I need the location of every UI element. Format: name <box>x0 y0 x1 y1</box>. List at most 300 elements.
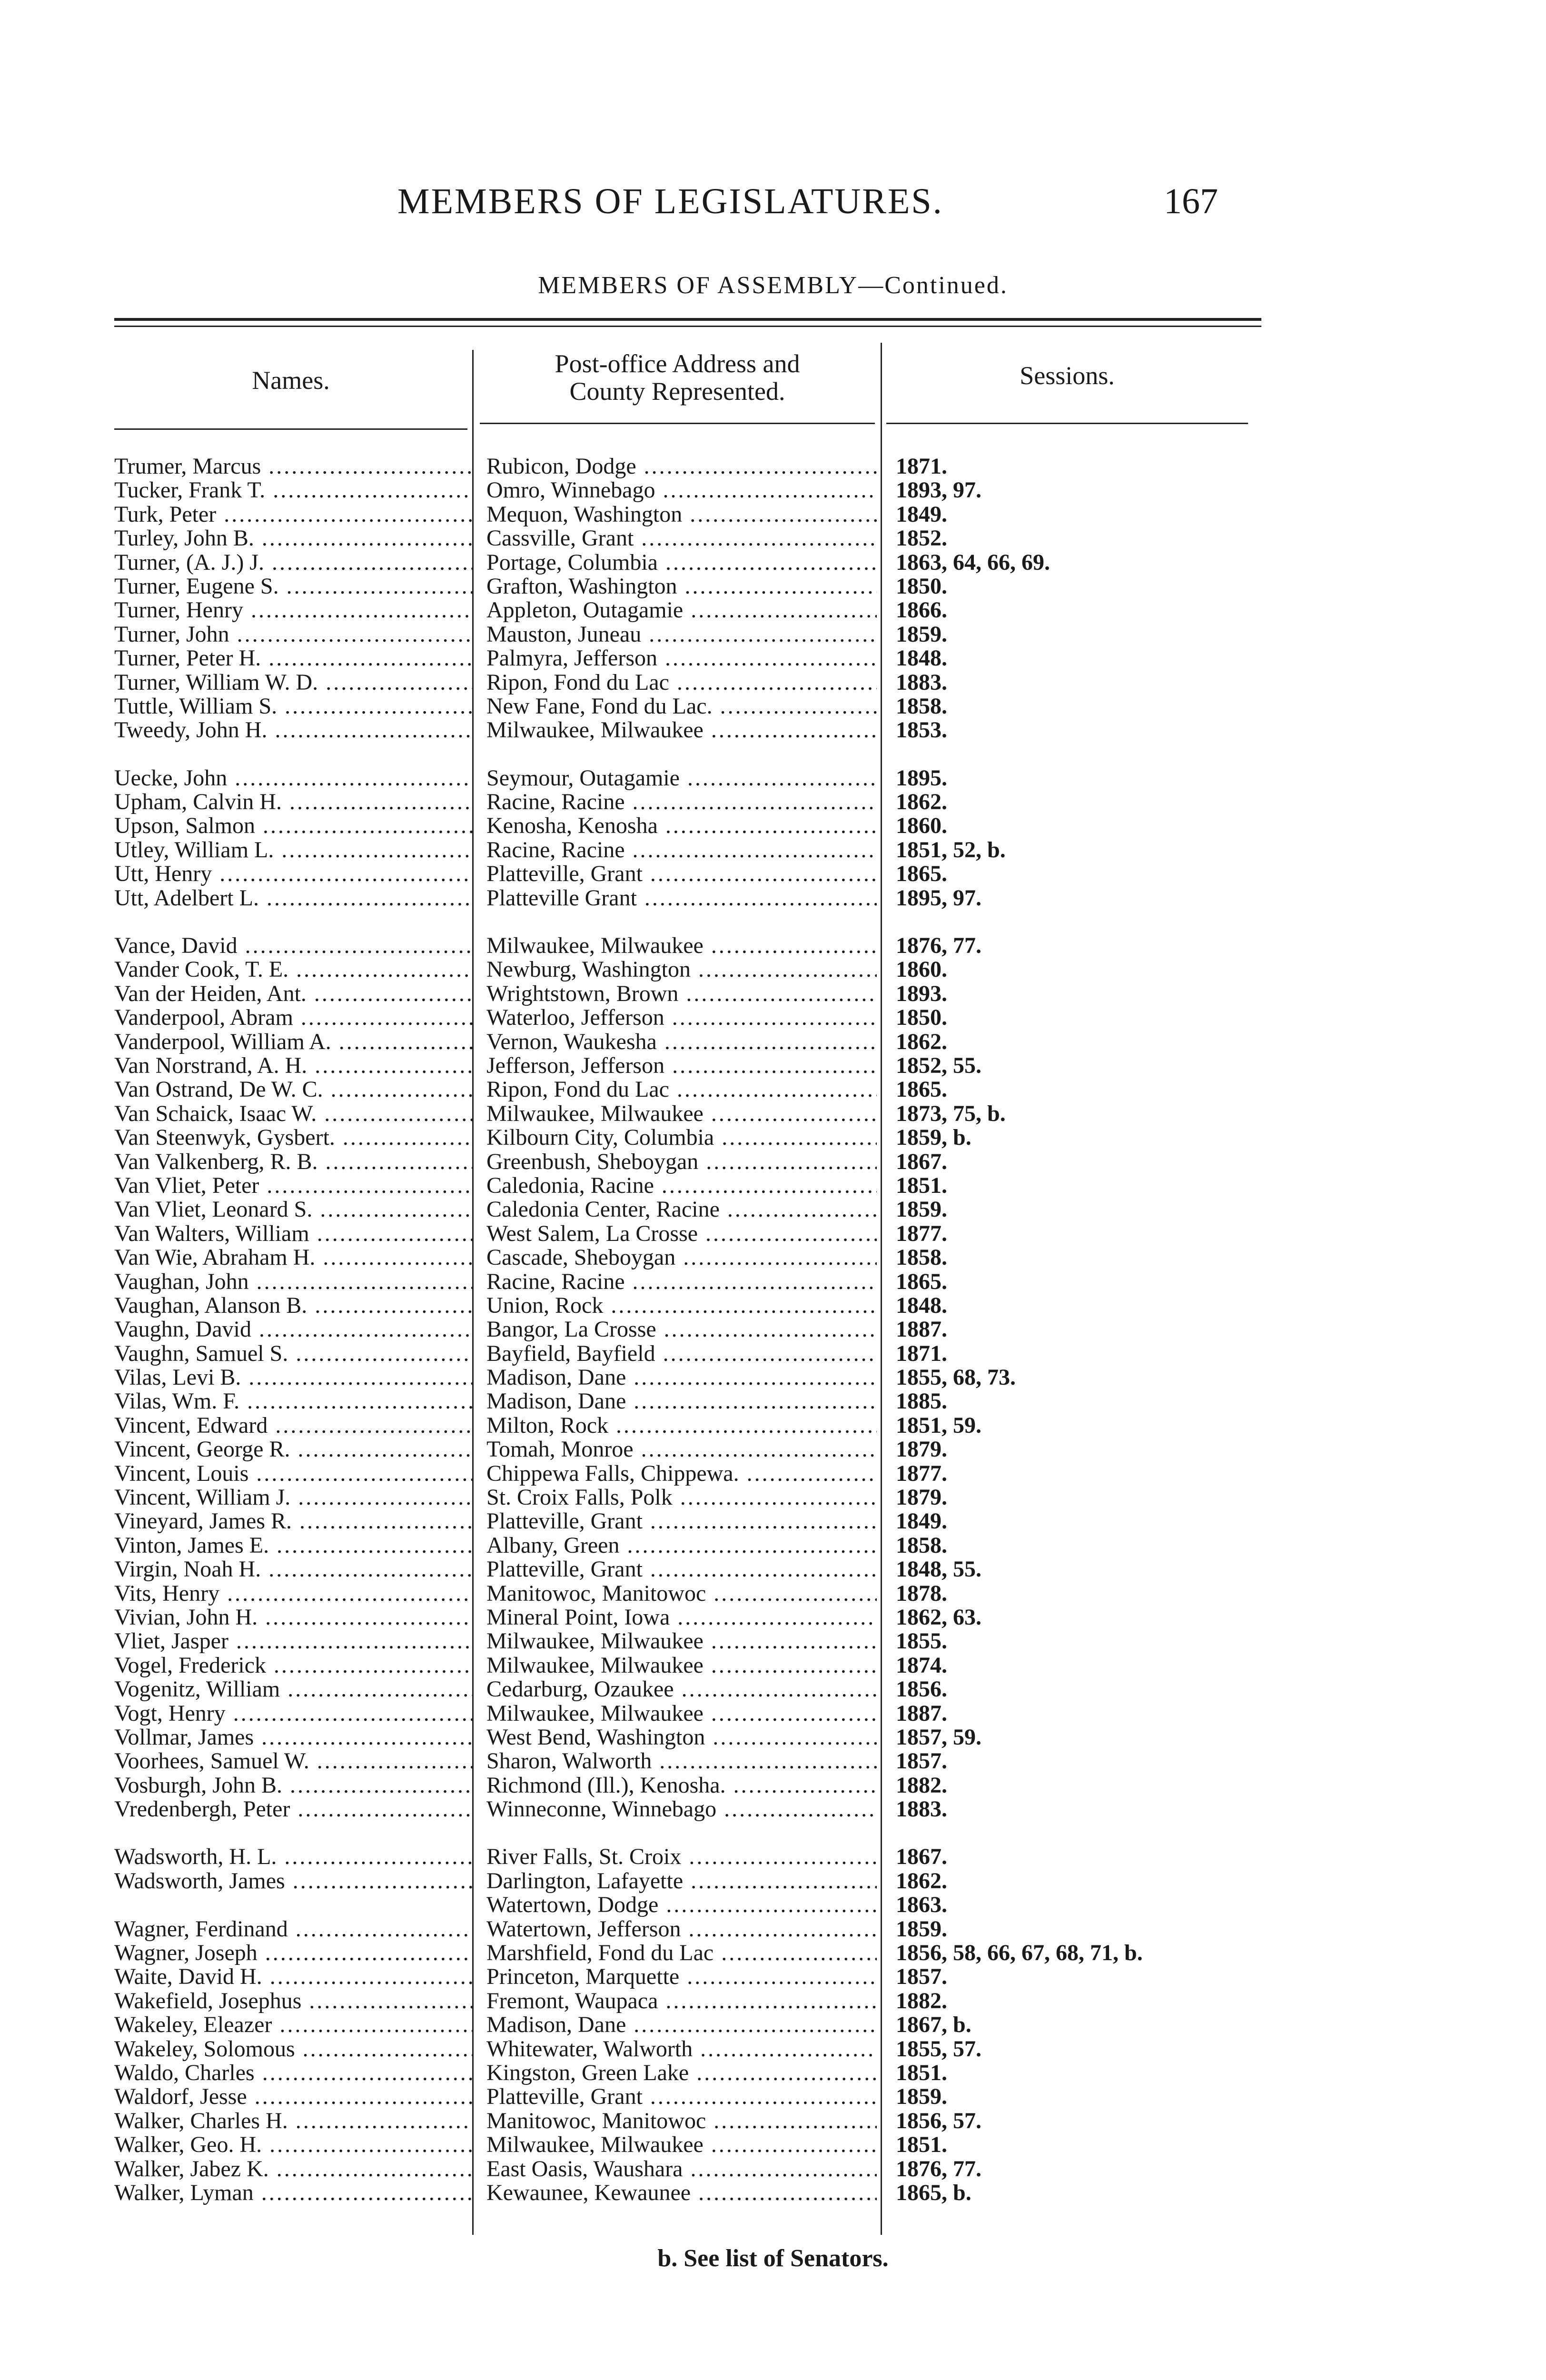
table-row <box>114 1294 1280 1318</box>
table-row <box>114 1102 1280 1126</box>
member-address: Ripon, Fond du Lac ..... <box>486 671 877 694</box>
member-name: Wakeley, Solomous ..... <box>114 2037 472 2061</box>
member-address: Mineral Point, Iowa ..... <box>486 1606 877 1629</box>
member-name: Vincent, George R. ..... <box>114 1438 472 1461</box>
member-sessions: 1858. <box>896 1532 947 1558</box>
member-sessions: 1895, 97. <box>896 885 981 911</box>
table-row <box>114 1198 1280 1221</box>
member-name: Wadsworth, H. L. ..... <box>114 1845 472 1869</box>
member-sessions: 1862, 63. <box>896 1604 981 1630</box>
column-header-address <box>480 350 875 405</box>
members-table <box>114 455 1280 2205</box>
member-sessions: 1867, b. <box>896 2012 971 2038</box>
member-name: Vincent, Edward ..... <box>114 1414 472 1438</box>
member-address: Omro, Winnebago ..... <box>486 478 877 502</box>
member-sessions: 1851. <box>896 2060 947 2085</box>
member-sessions: 1859. <box>896 1916 947 1942</box>
member-sessions: 1893. <box>896 981 947 1006</box>
member-address: Newburg, Washington ..... <box>486 958 877 982</box>
member-sessions: 1853. <box>896 717 947 743</box>
member-sessions: 1882. <box>896 1988 947 2013</box>
member-sessions: 1862. <box>896 1029 947 1054</box>
member-address: Cassville, Grant ..... <box>486 526 877 550</box>
table-row <box>114 1965 1280 1989</box>
member-name: Van Vliet, Leonard S. ..... <box>114 1198 472 1221</box>
member-name: Vogel, Frederick ..... <box>114 1654 472 1677</box>
member-sessions: 1851. <box>896 2132 947 2158</box>
member-address: West Salem, La Crosse ..... <box>486 1222 877 1246</box>
table-row <box>114 766 1280 790</box>
group-gap <box>114 743 1280 766</box>
table-row <box>114 1126 1280 1150</box>
member-address: Caledonia, Racine ..... <box>486 1174 877 1198</box>
member-name: Vander Cook, T. E. ..... <box>114 958 472 982</box>
table-row <box>114 814 1280 838</box>
member-sessions: 1887. <box>896 1700 947 1726</box>
table-row <box>114 623 1280 646</box>
member-sessions: 1882. <box>896 1772 947 1798</box>
member-name: Waldo, Charles ..... <box>114 2061 472 2085</box>
table-row <box>114 1318 1280 1341</box>
member-name: Utt, Henry ..... <box>114 862 472 886</box>
footnote: b. See list of Senators. <box>657 2245 889 2272</box>
member-name: Vits, Henry ..... <box>114 1582 472 1606</box>
table-row <box>114 1462 1280 1486</box>
table-row <box>114 838 1280 862</box>
member-address: East Oasis, Waushara ..... <box>486 2157 877 2181</box>
member-address: Palmyra, Jefferson ..... <box>486 646 877 670</box>
member-sessions: 1871. <box>896 454 947 479</box>
member-sessions: 1852, 55. <box>896 1052 981 1078</box>
member-name: Vaughn, David ..... <box>114 1318 472 1341</box>
member-name: Van Steenwyk, Gysbert. ..... <box>114 1126 472 1150</box>
table-row <box>114 862 1280 886</box>
member-name: Van Wie, Abraham H. ..... <box>114 1246 472 1269</box>
member-address: Madison, Dane ..... <box>486 1366 877 1389</box>
member-address: Whitewater, Walworth ..... <box>486 2037 877 2061</box>
member-sessions: 1862. <box>896 789 947 815</box>
top-rule-thin <box>114 326 1261 327</box>
member-name: Vineyard, James R. ..... <box>114 1509 472 1533</box>
table-row <box>114 1246 1280 1269</box>
member-address: Bangor, La Crosse ..... <box>486 1318 877 1341</box>
header-underline-address <box>480 423 875 424</box>
member-sessions: 1883. <box>896 669 947 695</box>
table-row <box>114 1078 1280 1101</box>
member-name: Tuttle, William S. ..... <box>114 694 472 718</box>
member-sessions: 1885. <box>896 1388 947 1414</box>
member-name: Waite, David H. ..... <box>114 1965 472 1989</box>
member-address: River Falls, St. Croix ..... <box>486 1845 877 1869</box>
member-sessions: 1871. <box>896 1340 947 1366</box>
member-name: Turner, Eugene S. ..... <box>114 575 472 598</box>
member-sessions: 1895. <box>896 765 947 791</box>
top-rule-thick <box>114 318 1261 321</box>
member-name: Utt, Adelbert L. ..... <box>114 886 472 910</box>
member-sessions: 1862. <box>896 1868 947 1894</box>
table-row <box>114 1150 1280 1174</box>
section-title: MEMBERS OF ASSEMBLY—Continued. <box>538 272 1008 299</box>
member-address: Racine, Racine ..... <box>486 790 877 814</box>
member-address: Tomah, Monroe ..... <box>486 1438 877 1461</box>
member-name: Vollmar, James ..... <box>114 1726 472 1749</box>
member-address: Fremont, Waupaca ..... <box>486 1989 877 2013</box>
table-row <box>114 1509 1280 1533</box>
member-address: Milwaukee, Milwaukee ..... <box>486 2133 877 2157</box>
member-address: Bayfield, Bayfield ..... <box>486 1342 877 1366</box>
member-name: Vincent, Louis ..... <box>114 1462 472 1486</box>
table-row <box>114 1677 1280 1701</box>
member-name: Vivian, John H. ..... <box>114 1606 472 1629</box>
table-row <box>114 1606 1280 1629</box>
table-row <box>114 718 1280 742</box>
table-row <box>114 526 1280 550</box>
table-row <box>114 1270 1280 1294</box>
member-address: Milton, Rock ..... <box>486 1414 877 1438</box>
member-address: Cascade, Sheboygan ..... <box>486 1246 877 1269</box>
member-sessions: 1848, 55. <box>896 1557 981 1582</box>
header-underline-sessions <box>886 423 1248 424</box>
member-name: Wagner, Ferdinand ..... <box>114 1917 472 1941</box>
member-sessions: 1857. <box>896 1964 947 1990</box>
table-row <box>114 2037 1280 2061</box>
member-address: Darlington, Lafayette ..... <box>486 1869 877 1893</box>
table-row <box>114 1726 1280 1749</box>
member-address: Waterloo, Jefferson ..... <box>486 1006 877 1030</box>
table-row <box>114 2109 1280 2133</box>
member-sessions: 1877. <box>896 1460 947 1486</box>
member-address: Milwaukee, Milwaukee ..... <box>486 1654 877 1677</box>
member-name: Uecke, John ..... <box>114 766 472 790</box>
member-sessions: 1850. <box>896 573 947 599</box>
member-address: Racine, Racine ..... <box>486 838 877 862</box>
member-name: Van Walters, William ..... <box>114 1222 472 1246</box>
member-sessions: 1856, 57. <box>896 2108 981 2133</box>
member-address: Kenosha, Kenosha ..... <box>486 814 877 838</box>
member-name <box>114 1893 472 1917</box>
member-name: Walker, Charles H. ..... <box>114 2109 472 2133</box>
table-row <box>114 1654 1280 1677</box>
table-row <box>114 551 1280 575</box>
member-sessions: 1860. <box>896 813 947 839</box>
member-address: Platteville, Grant ..... <box>486 2085 877 2109</box>
column-header-names: Names. <box>252 366 330 395</box>
member-address: Manitowoc, Manitowoc ..... <box>486 2109 877 2133</box>
member-address: Grafton, Washington ..... <box>486 575 877 598</box>
member-sessions: 1874. <box>896 1652 947 1678</box>
table-row <box>114 958 1280 982</box>
member-sessions: 1857. <box>896 1748 947 1774</box>
member-sessions: 1858. <box>896 693 947 719</box>
letter-group <box>114 1845 1280 2205</box>
member-name: Vaughan, Alanson B. ..... <box>114 1294 472 1318</box>
member-address: St. Croix Falls, Polk ..... <box>486 1486 877 1509</box>
running-title: MEMBERS OF LEGISLATURES. <box>397 181 943 221</box>
member-sessions: 1851. <box>896 1172 947 1198</box>
member-name: Vanderpool, William A. ..... <box>114 1030 472 1054</box>
member-address: Winneconne, Winnebago ..... <box>486 1797 877 1821</box>
group-gap <box>114 910 1280 934</box>
member-sessions: 1893, 97. <box>896 477 981 503</box>
member-address: Cedarburg, Ozaukee ..... <box>486 1677 877 1701</box>
member-sessions: 1848. <box>896 645 947 671</box>
member-sessions: 1859, b. <box>896 1125 971 1150</box>
column-header-address-line2: County Represented. <box>569 377 785 406</box>
member-name: Van der Heiden, Ant. ..... <box>114 982 472 1006</box>
member-sessions: 1849. <box>896 1508 947 1534</box>
table-row <box>114 1774 1280 1797</box>
member-address: Kewaunee, Kewaunee ..... <box>486 2181 877 2205</box>
table-row <box>114 646 1280 670</box>
member-address: Platteville, Grant ..... <box>486 1509 877 1533</box>
table-row <box>114 1222 1280 1246</box>
member-sessions: 1867. <box>896 1844 947 1870</box>
table-row <box>114 1749 1280 1773</box>
member-sessions: 1879. <box>896 1485 947 1510</box>
table-row <box>114 1006 1280 1030</box>
member-address: Watertown, Dodge ..... <box>486 1893 877 1917</box>
table-row <box>114 1797 1280 1821</box>
table-row <box>114 1366 1280 1389</box>
member-address: Wrightstown, Brown ..... <box>486 982 877 1006</box>
member-address: Milwaukee, Milwaukee ..... <box>486 718 877 742</box>
group-gap <box>114 1821 1280 1845</box>
member-sessions: 1856, 58, 66, 67, 68, 71, b. <box>896 1940 1143 1966</box>
member-address: Richmond (Ill.), Kenosha. ..... <box>486 1774 877 1797</box>
table-row <box>114 1342 1280 1366</box>
member-name: Van Schaick, Isaac W. ..... <box>114 1102 472 1126</box>
member-address: Albany, Green ..... <box>486 1534 877 1557</box>
member-name: Walker, Geo. H. ..... <box>114 2133 472 2157</box>
member-sessions: 1849. <box>896 501 947 527</box>
table-row <box>114 1389 1280 1413</box>
member-sessions: 1855, 68, 73. <box>896 1365 1016 1390</box>
member-address: Milwaukee, Milwaukee ..... <box>486 1702 877 1726</box>
member-address: Manitowoc, Manitowoc ..... <box>486 1582 877 1606</box>
member-address: Chippewa Falls, Chippewa. ..... <box>486 1462 877 1486</box>
table-row <box>114 1989 1280 2013</box>
member-name: Van Norstrand, A. H. ..... <box>114 1054 472 1078</box>
member-name: Turner, John ..... <box>114 623 472 646</box>
member-sessions: 1876, 77. <box>896 933 981 959</box>
table-row <box>114 1534 1280 1557</box>
table-row <box>114 1054 1280 1078</box>
member-name: Vliet, Jasper ..... <box>114 1629 472 1653</box>
page-number: 167 <box>1164 181 1218 221</box>
table-row <box>114 1582 1280 1606</box>
member-sessions: 1859. <box>896 2084 947 2110</box>
member-name: Turner, Henry ..... <box>114 598 472 622</box>
table-row <box>114 671 1280 694</box>
member-sessions: 1858. <box>896 1245 947 1270</box>
member-sessions: 1876, 77. <box>896 2156 981 2182</box>
member-address: Seymour, Outagamie ..... <box>486 766 877 790</box>
table-row <box>114 478 1280 502</box>
member-name: Vance, David ..... <box>114 934 472 958</box>
table-row <box>114 2013 1280 2037</box>
member-sessions: 1865. <box>896 1269 947 1294</box>
table-row <box>114 1917 1280 1941</box>
table-row <box>114 1702 1280 1726</box>
member-sessions: 1855. <box>896 1628 947 1654</box>
member-address: Madison, Dane ..... <box>486 1389 877 1413</box>
member-address: Watertown, Jefferson ..... <box>486 1917 877 1941</box>
member-address: New Fane, Fond du Lac. ..... <box>486 694 877 718</box>
table-row <box>114 1557 1280 1581</box>
table-row <box>114 982 1280 1006</box>
member-sessions: 1863. <box>896 1892 947 1918</box>
member-address: Portage, Columbia ..... <box>486 551 877 575</box>
member-name: Van Valkenberg, R. B. ..... <box>114 1150 472 1174</box>
table-row <box>114 2085 1280 2109</box>
column-header-address-line1: Post-office Address and <box>555 349 800 378</box>
table-row <box>114 455 1280 478</box>
member-address: Union, Rock ..... <box>486 1294 877 1318</box>
letter-group <box>114 766 1280 910</box>
member-name: Walker, Lyman ..... <box>114 2181 472 2205</box>
member-name: Virgin, Noah H. ..... <box>114 1557 472 1581</box>
member-address: Platteville, Grant ..... <box>486 1557 877 1581</box>
member-name: Turk, Peter ..... <box>114 503 472 526</box>
member-sessions: 1879. <box>896 1437 947 1462</box>
member-name: Vilas, Wm. F. ..... <box>114 1389 472 1413</box>
table-row <box>114 2157 1280 2181</box>
member-name: Turner, William W. D. ..... <box>114 671 472 694</box>
member-name: Trumer, Marcus ..... <box>114 455 472 478</box>
member-name: Upson, Salmon ..... <box>114 814 472 838</box>
member-name: Turner, (A. J.) J. ..... <box>114 551 472 575</box>
table-row <box>114 2061 1280 2085</box>
member-address: Milwaukee, Milwaukee ..... <box>486 1102 877 1126</box>
member-sessions: 1852. <box>896 526 947 551</box>
letter-group <box>114 455 1280 743</box>
member-sessions: 1855, 57. <box>896 2036 981 2062</box>
table-row <box>114 1414 1280 1438</box>
table-row <box>114 934 1280 958</box>
table-row <box>114 1030 1280 1054</box>
member-address: Caledonia Center, Racine ..... <box>486 1198 877 1221</box>
member-address: Sharon, Walworth ..... <box>486 1749 877 1773</box>
member-sessions: 1851, 52, b. <box>896 837 1006 863</box>
header-underline-names <box>114 428 467 430</box>
member-address: Vernon, Waukesha ..... <box>486 1030 877 1054</box>
member-sessions: 1878. <box>896 1580 947 1606</box>
member-name: Upham, Calvin H. ..... <box>114 790 472 814</box>
table-row <box>114 1845 1280 1869</box>
member-sessions: 1857, 59. <box>896 1724 981 1750</box>
member-name: Walker, Jabez K. ..... <box>114 2157 472 2181</box>
member-sessions: 1873, 75, b. <box>896 1101 1006 1126</box>
letter-group <box>114 934 1280 1821</box>
member-sessions: 1860. <box>896 957 947 982</box>
member-address: Greenbush, Sheboygan ..... <box>486 1150 877 1174</box>
member-sessions: 1865. <box>896 861 947 887</box>
table-row <box>114 694 1280 718</box>
member-sessions: 1887. <box>896 1317 947 1342</box>
member-address: Kilbourn City, Columbia ..... <box>486 1126 877 1150</box>
member-name: Utley, William L. ..... <box>114 838 472 862</box>
column-header-sessions: Sessions. <box>1020 361 1115 390</box>
table-row <box>114 790 1280 814</box>
table-row <box>114 1486 1280 1509</box>
member-address: West Bend, Washington ..... <box>486 1726 877 1749</box>
table-row <box>114 598 1280 622</box>
member-name: Turley, John B. ..... <box>114 526 472 550</box>
member-name: Wakeley, Eleazer ..... <box>114 2013 472 2037</box>
member-sessions: 1851, 59. <box>896 1412 981 1438</box>
member-address: Marshfield, Fond du Lac ..... <box>486 1941 877 1965</box>
member-name: Wadsworth, James ..... <box>114 1869 472 1893</box>
member-sessions: 1865. <box>896 1077 947 1102</box>
table-row <box>114 1941 1280 1965</box>
member-address: Appleton, Outagamie ..... <box>486 598 877 622</box>
table-row <box>114 2181 1280 2205</box>
member-name: Van Ostrand, De W. C. ..... <box>114 1078 472 1101</box>
member-sessions: 1859. <box>896 1197 947 1222</box>
member-name: Vogt, Henry ..... <box>114 1702 472 1726</box>
member-address: Kingston, Green Lake ..... <box>486 2061 877 2085</box>
member-name: Vanderpool, Abram ..... <box>114 1006 472 1030</box>
member-address: Jefferson, Jefferson ..... <box>486 1054 877 1078</box>
member-sessions: 1867. <box>896 1149 947 1174</box>
table-row <box>114 2133 1280 2157</box>
member-address: Milwaukee, Milwaukee ..... <box>486 934 877 958</box>
member-sessions: 1859. <box>896 621 947 647</box>
member-name: Vaughn, Samuel S. ..... <box>114 1342 472 1366</box>
member-address: Mauston, Juneau ..... <box>486 623 877 646</box>
member-name: Wagner, Joseph ..... <box>114 1941 472 1965</box>
member-address: Rubicon, Dodge ..... <box>486 455 877 478</box>
member-address: Madison, Dane ..... <box>486 2013 877 2037</box>
member-name: Tucker, Frank T. ..... <box>114 478 472 502</box>
member-name: Tweedy, John H. ..... <box>114 718 472 742</box>
table-row <box>114 503 1280 526</box>
table-row <box>114 575 1280 598</box>
table-row <box>114 1869 1280 1893</box>
member-name: Vincent, William J. ..... <box>114 1486 472 1509</box>
member-name: Vilas, Levi B. ..... <box>114 1366 472 1389</box>
table-row <box>114 1629 1280 1653</box>
member-name: Turner, Peter H. ..... <box>114 646 472 670</box>
member-address: Princeton, Marquette ..... <box>486 1965 877 1989</box>
member-sessions: 1850. <box>896 1005 947 1031</box>
member-address: Racine, Racine ..... <box>486 1270 877 1294</box>
member-name: Vaughan, John ..... <box>114 1270 472 1294</box>
member-name: Waldorf, Jesse ..... <box>114 2085 472 2109</box>
member-name: Vinton, James E. ..... <box>114 1534 472 1557</box>
table-row <box>114 1438 1280 1461</box>
member-address: Milwaukee, Milwaukee ..... <box>486 1629 877 1653</box>
member-name: Vredenbergh, Peter ..... <box>114 1797 472 1821</box>
member-name: Vogenitz, William ..... <box>114 1677 472 1701</box>
member-sessions: 1863, 64, 66, 69. <box>896 549 1050 575</box>
table-row <box>114 1174 1280 1198</box>
member-name: Voorhees, Samuel W. ..... <box>114 1749 472 1773</box>
member-sessions: 1866. <box>896 597 947 623</box>
running-head <box>0 181 1546 228</box>
member-address: Platteville, Grant ..... <box>486 862 877 886</box>
member-name: Van Vliet, Peter ..... <box>114 1174 472 1198</box>
table-row <box>114 1893 1280 1917</box>
member-name: Vosburgh, John B. ..... <box>114 1774 472 1797</box>
member-sessions: 1877. <box>896 1220 947 1246</box>
member-sessions: 1883. <box>896 1796 947 1822</box>
member-sessions: 1848. <box>896 1292 947 1318</box>
member-sessions: 1865, b. <box>896 2180 971 2205</box>
table-row <box>114 886 1280 910</box>
member-address: Platteville Grant ..... <box>486 886 877 910</box>
member-address: Ripon, Fond du Lac ..... <box>486 1078 877 1101</box>
